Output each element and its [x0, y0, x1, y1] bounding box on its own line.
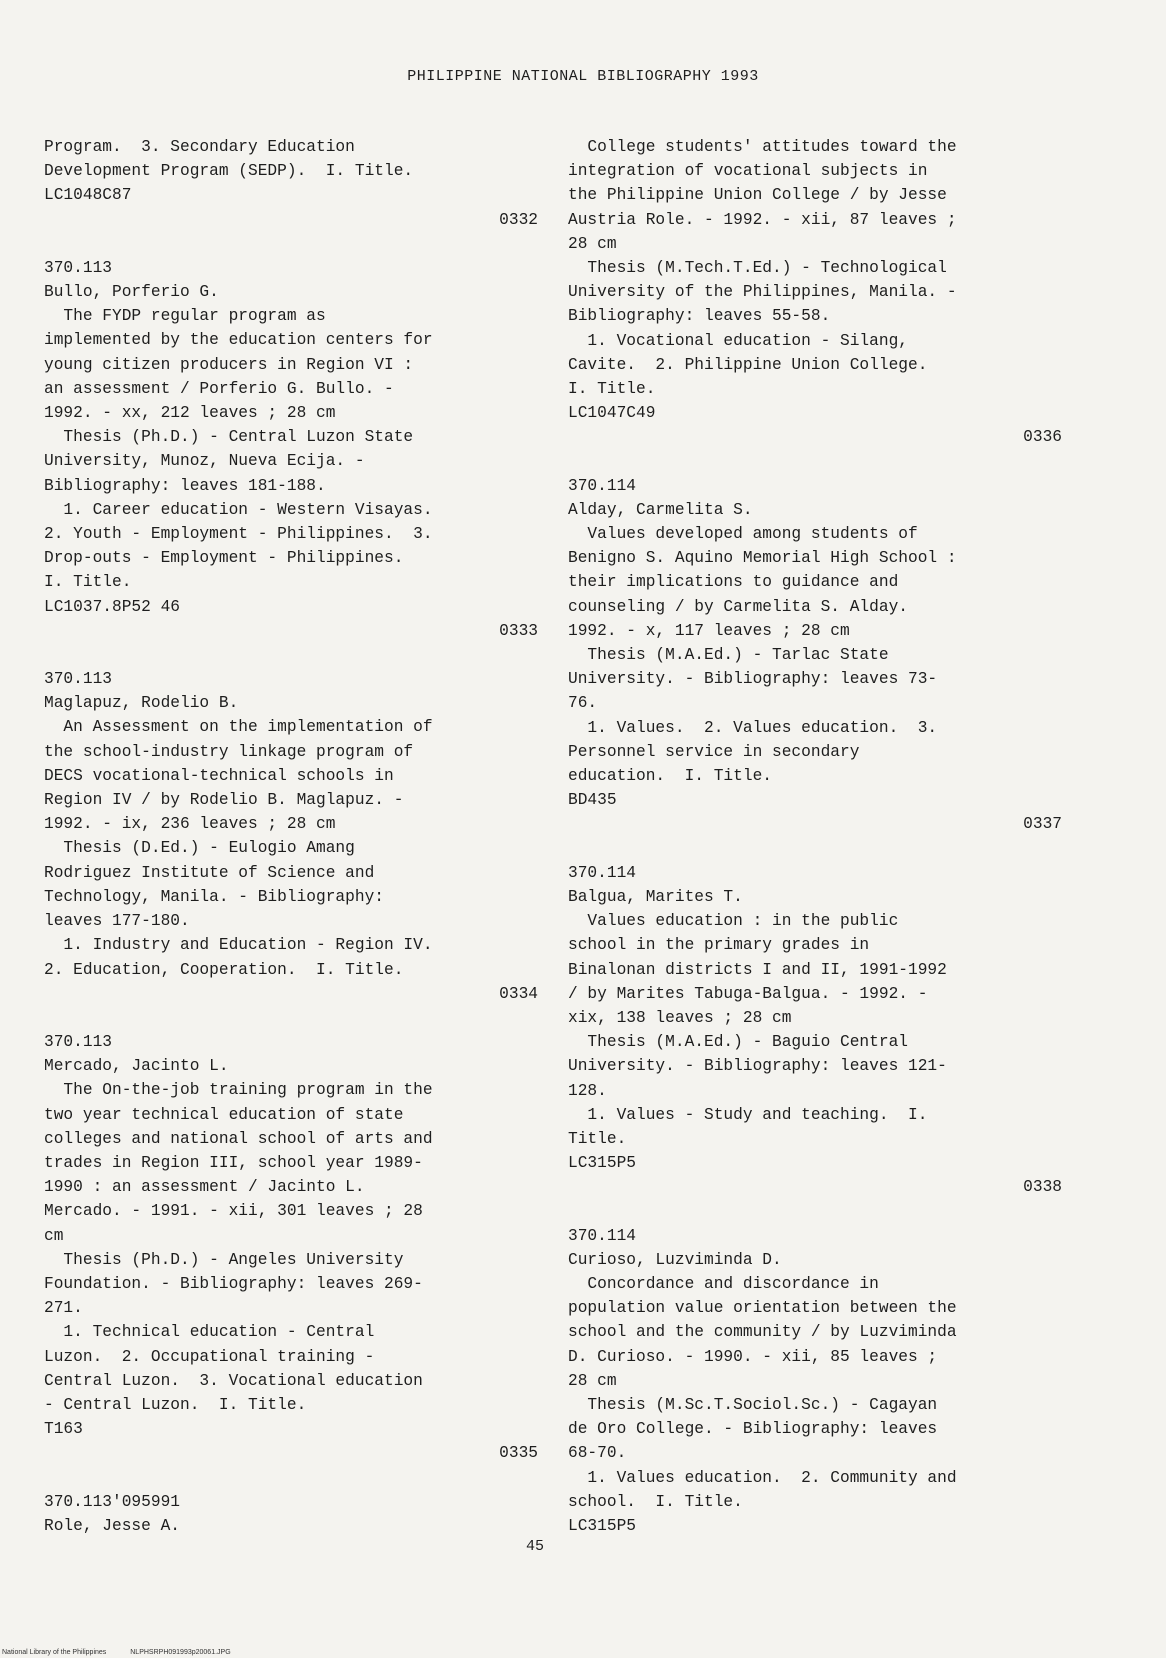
entry-number: 0332 — [499, 210, 538, 229]
entry-line: 1990 : an assessment / Jacinto L. — [44, 1178, 365, 1197]
entry-line: 76. — [568, 694, 598, 713]
entry-gap — [44, 1006, 544, 1030]
entry-line: 1. Values - Study and teaching. I. — [568, 1105, 928, 1124]
footer-library: National Library of the Philippines — [2, 1649, 107, 1656]
entry-line: T163 — [44, 1420, 83, 1439]
entry-line: Thesis (Ph.D.) - Angeles University — [44, 1250, 404, 1269]
entry-line: Central Luzon. 3. Vocational education — [44, 1371, 423, 1390]
entry-line: Thesis (D.Ed.) - Eulogio Amang — [44, 839, 355, 858]
entry-line: 1. Values education. 2. Community and — [568, 1468, 957, 1487]
entry-line: 1992. - x, 117 leaves ; 28 cm — [568, 621, 850, 640]
entry-line: Cavite. 2. Philippine Union College. — [568, 355, 928, 374]
entry-line: de Oro College. - Bibliography: leaves — [568, 1420, 938, 1439]
entry-line: school and the community / by Luzviminda — [568, 1323, 957, 1342]
entry-line: Thesis (M.A.Ed.) - Tarlac State — [568, 646, 889, 665]
entry-line: population value orientation between the — [568, 1299, 957, 1318]
entry-line: 370.114 — [568, 863, 636, 882]
entry-line: University, Munoz, Nueva Ecija. - — [44, 452, 365, 471]
entry-line: Binalonan districts I and II, 1991-1992 — [568, 960, 947, 979]
entry-line: LC315P5 — [568, 1154, 636, 1173]
entry-line: 370.113'095991 — [44, 1492, 180, 1511]
entry-line: Concordance and discordance in — [568, 1274, 879, 1293]
entry-gap — [568, 450, 1068, 474]
entry-line: LC1037.8P52 46 — [44, 597, 180, 616]
bibliography-entry — [568, 474, 1068, 861]
bibliography-entry — [568, 861, 1068, 1224]
entry-line: young citizen producers in Region VI : — [44, 355, 414, 374]
entry-line: Program. 3. Secondary Education — [44, 138, 355, 156]
entry-line: Mercado, Jacinto L. — [44, 1057, 229, 1076]
entry-line: Thesis (M.Sc.T.Sociol.Sc.) - Cagayan — [568, 1395, 938, 1414]
entry-line: Austria Role. - 1992. - xii, 87 leaves ; — [568, 210, 957, 229]
entry-line: Thesis (M.A.Ed.) - Baguio Central — [568, 1033, 908, 1052]
entry-line: Balgua, Marites T. — [568, 887, 743, 906]
entry-line: their implications to guidance and — [568, 573, 899, 592]
entry-line: 370.113 — [44, 670, 112, 689]
entry-line: 128. — [568, 1081, 607, 1100]
entry-number: 0335 — [499, 1444, 538, 1463]
entry-line: Curioso, Luzviminda D. — [568, 1250, 782, 1269]
entry-number: 0337 — [1023, 815, 1062, 834]
bibliography-entry — [44, 135, 544, 256]
entry-line: Bullo, Porferio G. — [44, 283, 219, 302]
entry-gap — [44, 643, 544, 667]
entry-line: The FYDP regular program as — [44, 307, 326, 326]
entry-line: Drop-outs - Employment - Philippines. — [44, 549, 404, 568]
entry-line: Bibliography: leaves 55-58. — [568, 307, 831, 326]
entry-line: Thesis (Ph.D.) - Central Luzon State — [44, 428, 414, 447]
entry-line: 1. Values. 2. Values education. 3. — [568, 718, 938, 737]
bibliography-entry — [44, 256, 544, 667]
entry-line: DECS vocational-technical schools in — [44, 766, 394, 785]
scan-footer — [2, 1649, 253, 1656]
entry-line: 370.114 — [568, 476, 636, 495]
entry-line: 370.113 — [44, 1032, 112, 1051]
entry-line: the Philippine Union College / by Jesse — [568, 186, 947, 205]
page-number: 45 — [525, 1538, 544, 1555]
right-column — [568, 135, 1068, 1538]
entry-line: University. - Bibliography: leaves 121- — [568, 1057, 947, 1076]
entry-line: 271. — [44, 1299, 83, 1318]
entry-line: LC1048C87 — [44, 186, 132, 205]
entry-line: Region IV / by Rodelio B. Maglapuz. - — [44, 791, 404, 810]
entry-line: 1. Career education - Western Visayas. — [44, 500, 433, 519]
entry-line: 2. Youth - Employment - Philippines. 3. — [44, 525, 433, 544]
entry-line: 2. Education, Cooperation. I. Title. — [44, 960, 404, 979]
bibliography-entry — [44, 667, 544, 1030]
entry-line: Bibliography: leaves 181-188. — [44, 476, 326, 495]
entry-line: 370.114 — [568, 1226, 636, 1245]
entry-line: Values developed among students of — [568, 525, 918, 544]
entry-line: Personnel service in secondary — [568, 742, 860, 761]
entry-line: Thesis (M.Tech.T.Ed.) - Technological — [568, 259, 947, 278]
entry-line: education. I. Title. — [568, 767, 772, 786]
entry-line: The On-the-job training program in the — [44, 1081, 433, 1100]
entry-line: 1. Vocational education - Silang, — [568, 331, 908, 350]
entry-gap — [44, 232, 544, 256]
entry-line: 28 cm — [568, 1371, 617, 1390]
entry-line: colleges and national school of arts and — [44, 1129, 433, 1148]
entry-line: Mercado. - 1991. - xii, 301 leaves ; 28 — [44, 1202, 423, 1221]
entry-line: leaves 177-180. — [44, 912, 190, 931]
entry-line: Foundation. - Bibliography: leaves 269- — [44, 1274, 423, 1293]
entry-line: school. I. Title. — [568, 1492, 743, 1511]
entry-line: College students' attitudes toward the — [568, 138, 957, 156]
entry-line: Development Program (SEDP). I. Title. — [44, 162, 414, 181]
entry-line: LC315P5 — [568, 1516, 636, 1535]
entry-line: 68-70. — [568, 1444, 627, 1463]
entry-line: xix, 138 leaves ; 28 cm — [568, 1008, 792, 1027]
entry-number: 0336 — [1023, 428, 1062, 447]
entry-line: - Central Luzon. I. Title. — [44, 1395, 307, 1414]
entry-line: 1992. - xx, 212 leaves ; 28 cm — [44, 404, 336, 423]
entry-line: University. - Bibliography: leaves 73- — [568, 670, 938, 689]
entry-line: Luzon. 2. Occupational training - — [44, 1347, 375, 1366]
entry-line: Alday, Carmelita S. — [568, 500, 753, 519]
entry-number: 0333 — [499, 621, 538, 640]
entry-line: D. Curioso. - 1990. - xii, 85 leaves ; — [568, 1347, 938, 1366]
entry-gap — [568, 1200, 1068, 1224]
entry-line: Role, Jesse A. — [44, 1516, 180, 1535]
entry-line: two year technical education of state — [44, 1105, 404, 1124]
entry-line: I. Title. — [568, 380, 656, 399]
entry-number: 0338 — [1023, 1178, 1062, 1197]
entry-line: / by Marites Tabuga-Balgua. - 1992. - — [568, 984, 928, 1003]
footer-file: NLPHSRPH091993p20061.JPG — [130, 1649, 231, 1656]
entry-line: Rodriguez Institute of Science and — [44, 863, 375, 882]
page-header: PHILIPPINE NATIONAL BIBLIOGRAPHY 1993 — [407, 68, 759, 85]
entry-line: an assessment / Porferio G. Bullo. - — [44, 379, 394, 398]
entry-line: Maglapuz, Rodelio B. — [44, 694, 239, 713]
entry-gap — [44, 1466, 544, 1490]
entry-line: integration of vocational subjects in — [568, 162, 928, 181]
entry-line: 370.113 — [44, 258, 112, 277]
entry-line: the school-industry linkage program of — [44, 742, 414, 761]
entry-line: BD435 — [568, 791, 617, 810]
entry-line: University of the Philippines, Manila. - — [568, 283, 957, 302]
entry-line: 28 cm — [568, 234, 617, 253]
entry-line: LC1047C49 — [568, 404, 656, 423]
left-column — [44, 135, 544, 1538]
bibliography-entry — [568, 1224, 1068, 1539]
entry-line: Values education : in the public — [568, 912, 899, 931]
entry-line: trades in Region III, school year 1989- — [44, 1153, 423, 1172]
bibliography-entry — [44, 1490, 544, 1538]
entry-line: I. Title. — [44, 573, 132, 592]
entry-line: Benigno S. Aquino Memorial High School : — [568, 549, 957, 568]
entry-line: 1992. - ix, 236 leaves ; 28 cm — [44, 815, 336, 834]
entry-line: Title. — [568, 1129, 627, 1148]
bibliography-entry — [44, 1030, 544, 1490]
entry-gap — [568, 837, 1068, 861]
entry-line: An Assessment on the implementation of — [44, 718, 433, 737]
entry-line: counseling / by Carmelita S. Alday. — [568, 597, 908, 616]
bibliography-entry — [568, 135, 1068, 474]
entry-line: 1. Industry and Education - Region IV. — [44, 936, 433, 955]
entry-line: 1. Technical education - Central — [44, 1323, 375, 1342]
entry-line: school in the primary grades in — [568, 936, 870, 955]
entry-line: Technology, Manila. - Bibliography: — [44, 887, 384, 906]
entry-line: cm — [44, 1226, 64, 1245]
entry-line: implemented by the education centers for — [44, 331, 433, 350]
entry-number: 0334 — [499, 984, 538, 1003]
